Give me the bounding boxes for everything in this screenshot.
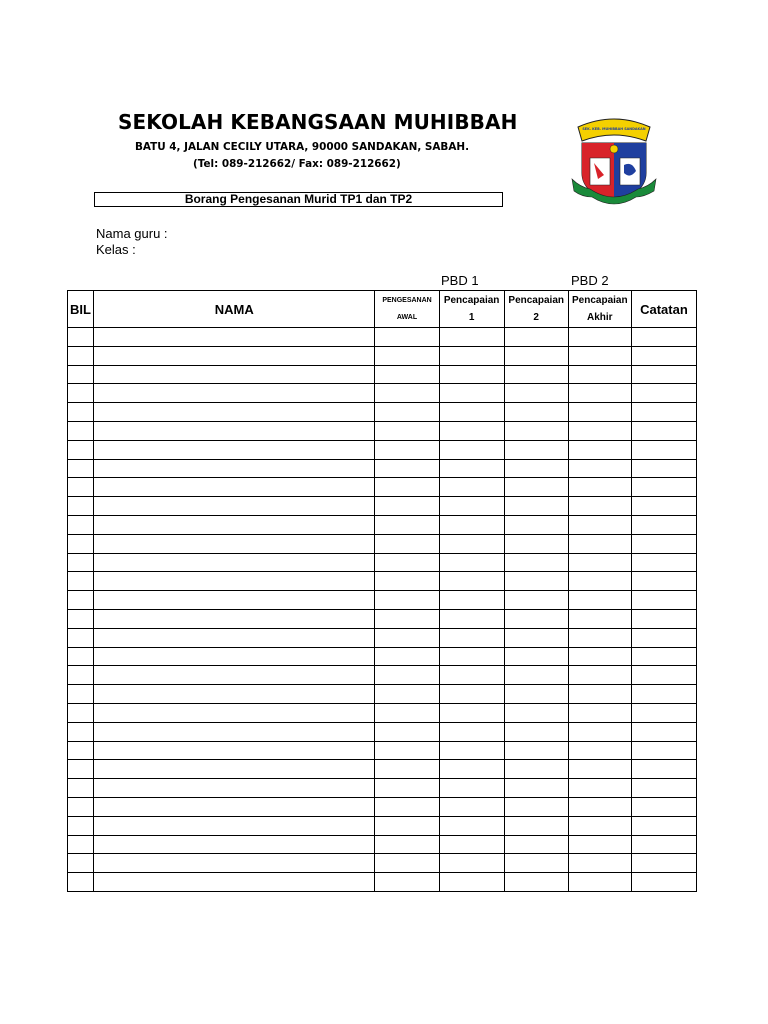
cell-pencapaian-akhir[interactable] [568,478,631,497]
cell-nama[interactable] [94,384,375,403]
cell-pencapaian-akhir[interactable] [568,854,631,873]
cell-nama[interactable] [94,478,375,497]
cell-pengesanan-awal[interactable] [375,609,439,628]
cell-pencapaian-2[interactable] [504,478,568,497]
cell-pencapaian-1[interactable] [439,497,504,516]
table-row [68,478,697,497]
cell-nama[interactable] [94,722,375,741]
cell-bil[interactable] [68,797,94,816]
col-header-bil [68,291,94,328]
cell-bil[interactable] [68,647,94,666]
cell-pencapaian-1[interactable] [439,572,504,591]
cell-pencapaian-1[interactable] [439,365,504,384]
cell-nama[interactable] [94,647,375,666]
pbd2-label: PBD 2 [571,273,609,288]
table-row [68,628,697,647]
cell-pencapaian-2[interactable] [504,440,568,459]
cell-pencapaian-akhir[interactable] [568,421,631,440]
cell-pencapaian-1[interactable] [439,779,504,798]
cell-pengesanan-awal[interactable] [375,797,439,816]
cell-pencapaian-2[interactable] [504,553,568,572]
cell-catatan[interactable] [631,835,696,854]
cell-pencapaian-2[interactable] [504,459,568,478]
cell-catatan[interactable] [631,722,696,741]
cell-pencapaian-1[interactable] [439,534,504,553]
cell-catatan[interactable] [631,421,696,440]
col-header-pengesanan-awal [375,291,439,328]
cell-bil[interactable] [68,515,94,534]
cell-pencapaian-2[interactable] [504,816,568,835]
cell-bil[interactable] [68,478,94,497]
cell-catatan[interactable] [631,515,696,534]
cell-nama[interactable] [94,854,375,873]
cell-nama[interactable] [94,403,375,422]
cell-catatan[interactable] [631,459,696,478]
cell-nama[interactable] [94,553,375,572]
school-contact: (Tel: 089-212662/ Fax: 089-212662) [193,158,401,170]
col-header-p2-line1: Pencapaian [508,295,564,306]
table-row [68,346,697,365]
cell-pencapaian-1[interactable] [439,703,504,722]
crest-banner-text: SEK. KEB. MUHIBBAH SANDAKAN [582,127,646,131]
col-header-pencapaian-1 [439,291,504,328]
cell-catatan[interactable] [631,609,696,628]
cell-pengesanan-awal[interactable] [375,403,439,422]
col-header-p2-line2: 2 [533,312,539,323]
table-row [68,760,697,779]
cell-bil[interactable] [68,666,94,685]
cell-nama[interactable] [94,609,375,628]
cell-pencapaian-akhir[interactable] [568,873,631,892]
cell-bil[interactable] [68,346,94,365]
table-row [68,685,697,704]
cell-catatan[interactable] [631,384,696,403]
cell-pengesanan-awal[interactable] [375,534,439,553]
school-crest-logo [570,113,658,210]
class-label: Kelas : [96,242,136,257]
cell-pengesanan-awal[interactable] [375,384,439,403]
cell-catatan[interactable] [631,628,696,647]
cell-pencapaian-1[interactable] [439,421,504,440]
table-row [68,609,697,628]
cell-pencapaian-1[interactable] [439,591,504,610]
cell-pencapaian-2[interactable] [504,421,568,440]
cell-pencapaian-2[interactable] [504,779,568,798]
table-row [68,647,697,666]
cell-pencapaian-2[interactable] [504,685,568,704]
cell-nama[interactable] [94,421,375,440]
cell-pengesanan-awal[interactable] [375,572,439,591]
cell-bil[interactable] [68,591,94,610]
cell-pencapaian-2[interactable] [504,628,568,647]
cell-pencapaian-akhir[interactable] [568,666,631,685]
table-row [68,328,697,347]
cell-pencapaian-akhir[interactable] [568,779,631,798]
cell-pencapaian-1[interactable] [439,440,504,459]
cell-bil[interactable] [68,328,94,347]
cell-nama[interactable] [94,703,375,722]
cell-pencapaian-2[interactable] [504,722,568,741]
cell-bil[interactable] [68,703,94,722]
cell-pencapaian-akhir[interactable] [568,384,631,403]
cell-pengesanan-awal[interactable] [375,591,439,610]
cell-pengesanan-awal[interactable] [375,497,439,516]
cell-catatan[interactable] [631,873,696,892]
table-body [68,328,697,892]
cell-pencapaian-2[interactable] [504,328,568,347]
cell-nama[interactable] [94,760,375,779]
cell-pencapaian-1[interactable] [439,553,504,572]
cell-catatan[interactable] [631,666,696,685]
table-header-row [68,291,697,328]
cell-pencapaian-akhir[interactable] [568,403,631,422]
cell-bil[interactable] [68,534,94,553]
cell-nama[interactable] [94,779,375,798]
cell-pencapaian-2[interactable] [504,497,568,516]
cell-catatan[interactable] [631,497,696,516]
form-title: Borang Pengesanan Murid TP1 dan TP2 [94,192,503,207]
cell-pencapaian-2[interactable] [504,797,568,816]
cell-pencapaian-2[interactable] [504,703,568,722]
cell-pencapaian-1[interactable] [439,628,504,647]
cell-nama[interactable] [94,365,375,384]
cell-nama[interactable] [94,873,375,892]
col-header-akhir-line1: Pencapaian [572,295,628,306]
col-header-pencapaian-akhir [568,291,631,328]
cell-pencapaian-2[interactable] [504,346,568,365]
cell-pencapaian-akhir[interactable] [568,797,631,816]
cell-catatan[interactable] [631,365,696,384]
cell-bil[interactable] [68,741,94,760]
cell-pencapaian-1[interactable] [439,741,504,760]
cell-nama[interactable] [94,835,375,854]
cell-pengesanan-awal[interactable] [375,421,439,440]
cell-catatan[interactable] [631,685,696,704]
cell-pencapaian-1[interactable] [439,647,504,666]
cell-catatan[interactable] [631,647,696,666]
cell-pencapaian-1[interactable] [439,835,504,854]
table-row [68,534,697,553]
col-header-pencapaian-2 [504,291,568,328]
table-row [68,591,697,610]
cell-catatan[interactable] [631,478,696,497]
col-header-p1-line1: Pencapaian [443,295,500,306]
cell-pencapaian-1[interactable] [439,328,504,347]
cell-bil[interactable] [68,835,94,854]
cell-catatan[interactable] [631,797,696,816]
school-address: BATU 4, JALAN CECILY UTARA, 90000 SANDAKAN, SABAH. [135,141,470,153]
cell-pencapaian-2[interactable] [504,647,568,666]
cell-bil[interactable] [68,365,94,384]
cell-pencapaian-1[interactable] [439,816,504,835]
cell-bil[interactable] [68,816,94,835]
cell-pencapaian-akhir[interactable] [568,628,631,647]
cell-bil[interactable] [68,854,94,873]
col-header-catatan [631,291,696,328]
cell-pencapaian-2[interactable] [504,572,568,591]
cell-nama[interactable] [94,816,375,835]
cell-pencapaian-akhir[interactable] [568,572,631,591]
cell-bil[interactable] [68,403,94,422]
cell-pencapaian-akhir[interactable] [568,497,631,516]
table-row [68,384,697,403]
cell-bil[interactable] [68,873,94,892]
table-row [68,722,697,741]
cell-catatan[interactable] [631,553,696,572]
cell-pencapaian-akhir[interactable] [568,440,631,459]
table-row [68,365,697,384]
cell-pencapaian-akhir[interactable] [568,703,631,722]
student-register-table [67,290,697,892]
cell-catatan[interactable] [631,440,696,459]
cell-pencapaian-2[interactable] [504,873,568,892]
cell-catatan[interactable] [631,591,696,610]
cell-nama[interactable] [94,741,375,760]
cell-pencapaian-akhir[interactable] [568,722,631,741]
cell-catatan[interactable] [631,760,696,779]
cell-pencapaian-2[interactable] [504,384,568,403]
cell-bil[interactable] [68,760,94,779]
cell-pencapaian-2[interactable] [504,854,568,873]
cell-nama[interactable] [94,797,375,816]
table-row [68,816,697,835]
cell-pencapaian-2[interactable] [504,741,568,760]
table-row [68,459,697,478]
cell-nama[interactable] [94,328,375,347]
teacher-name-label: Nama guru : [96,226,168,241]
cell-pencapaian-2[interactable] [504,609,568,628]
cell-pengesanan-awal[interactable] [375,835,439,854]
cell-pengesanan-awal[interactable] [375,873,439,892]
school-name: SEKOLAH KEBANGSAAN MUHIBBAH [118,110,518,134]
cell-bil[interactable] [68,628,94,647]
cell-bil[interactable] [68,685,94,704]
cell-bil[interactable] [68,440,94,459]
cell-catatan[interactable] [631,346,696,365]
cell-pengesanan-awal[interactable] [375,328,439,347]
cell-catatan[interactable] [631,703,696,722]
col-header-akhir-line2: Akhir [587,312,613,323]
cell-pencapaian-akhir[interactable] [568,816,631,835]
table-row [68,666,697,685]
cell-pencapaian-1[interactable] [439,873,504,892]
cell-bil[interactable] [68,779,94,798]
cell-pencapaian-1[interactable] [439,478,504,497]
cell-pencapaian-1[interactable] [439,609,504,628]
cell-pencapaian-2[interactable] [504,365,568,384]
table-row [68,440,697,459]
cell-nama[interactable] [94,572,375,591]
cell-pencapaian-2[interactable] [504,534,568,553]
cell-nama[interactable] [94,497,375,516]
cell-bil[interactable] [68,553,94,572]
cell-pencapaian-1[interactable] [439,722,504,741]
cell-pengesanan-awal[interactable] [375,515,439,534]
cell-pencapaian-akhir[interactable] [568,741,631,760]
col-header-nama-text: NAMA [214,301,254,317]
cell-pencapaian-akhir[interactable] [568,553,631,572]
cell-catatan[interactable] [631,534,696,553]
cell-pencapaian-1[interactable] [439,346,504,365]
cell-pengesanan-awal[interactable] [375,628,439,647]
col-header-nama [94,291,375,328]
table-row [68,779,697,798]
cell-pengesanan-awal[interactable] [375,722,439,741]
cell-pengesanan-awal[interactable] [375,365,439,384]
cell-catatan[interactable] [631,816,696,835]
pbd1-label: PBD 1 [441,273,479,288]
cell-pengesanan-awal[interactable] [375,685,439,704]
cell-pencapaian-akhir[interactable] [568,515,631,534]
table-row [68,515,697,534]
cell-pengesanan-awal[interactable] [375,553,439,572]
table-row [68,421,697,440]
cell-pengesanan-awal[interactable] [375,440,439,459]
cell-pencapaian-1[interactable] [439,854,504,873]
cell-pencapaian-1[interactable] [439,760,504,779]
cell-bil[interactable] [68,722,94,741]
cell-nama[interactable] [94,515,375,534]
cell-pencapaian-akhir[interactable] [568,609,631,628]
cell-nama[interactable] [94,666,375,685]
cell-pencapaian-1[interactable] [439,515,504,534]
cell-nama[interactable] [94,534,375,553]
cell-pencapaian-akhir[interactable] [568,835,631,854]
cell-pencapaian-akhir[interactable] [568,685,631,704]
cell-bil[interactable] [68,497,94,516]
col-header-catatan-text: Catatan [640,301,688,317]
cell-pencapaian-1[interactable] [439,384,504,403]
table-row [68,553,697,572]
cell-pencapaian-2[interactable] [504,591,568,610]
cell-pencapaian-akhir[interactable] [568,534,631,553]
cell-nama[interactable] [94,685,375,704]
cell-pencapaian-akhir[interactable] [568,346,631,365]
table-row [68,497,697,516]
cell-pencapaian-2[interactable] [504,666,568,685]
cell-pencapaian-1[interactable] [439,666,504,685]
cell-pencapaian-1[interactable] [439,797,504,816]
cell-pengesanan-awal[interactable] [375,741,439,760]
cell-nama[interactable] [94,440,375,459]
col-header-bil-text: BIL [70,301,91,317]
cell-bil[interactable] [68,459,94,478]
cell-pencapaian-2[interactable] [504,760,568,779]
cell-bil[interactable] [68,384,94,403]
cell-bil[interactable] [68,421,94,440]
cell-pengesanan-awal[interactable] [375,760,439,779]
cell-pencapaian-2[interactable] [504,403,568,422]
cell-pengesanan-awal[interactable] [375,459,439,478]
cell-pengesanan-awal[interactable] [375,666,439,685]
cell-pencapaian-akhir[interactable] [568,459,631,478]
cell-bil[interactable] [68,572,94,591]
cell-pencapaian-2[interactable] [504,835,568,854]
cell-pengesanan-awal[interactable] [375,346,439,365]
cell-nama[interactable] [94,459,375,478]
cell-pengesanan-awal[interactable] [375,779,439,798]
table-row [68,835,697,854]
cell-bil[interactable] [68,609,94,628]
cell-pengesanan-awal[interactable] [375,703,439,722]
cell-catatan[interactable] [631,328,696,347]
table-row [68,797,697,816]
cell-pencapaian-1[interactable] [439,685,504,704]
cell-pencapaian-akhir[interactable] [568,647,631,666]
cell-catatan[interactable] [631,741,696,760]
cell-catatan[interactable] [631,854,696,873]
cell-pencapaian-1[interactable] [439,403,504,422]
table-row [68,572,697,591]
cell-catatan[interactable] [631,572,696,591]
cell-nama[interactable] [94,628,375,647]
col-header-p1-line2: 1 [468,312,475,323]
cell-pencapaian-akhir[interactable] [568,591,631,610]
col-header-pengesanan-line1: PENGESANAN [382,297,432,304]
cell-nama[interactable] [94,346,375,365]
cell-nama[interactable] [94,591,375,610]
table-row [68,403,697,422]
cell-pengesanan-awal[interactable] [375,854,439,873]
cell-pencapaian-2[interactable] [504,515,568,534]
table-row [68,703,697,722]
col-header-pengesanan-line2: AWAL [396,314,418,321]
table-row [68,854,697,873]
cell-pencapaian-akhir[interactable] [568,328,631,347]
cell-pencapaian-akhir[interactable] [568,365,631,384]
cell-pengesanan-awal[interactable] [375,647,439,666]
cell-pengesanan-awal[interactable] [375,478,439,497]
cell-catatan[interactable] [631,779,696,798]
cell-pencapaian-1[interactable] [439,459,504,478]
cell-catatan[interactable] [631,403,696,422]
table-row [68,873,697,892]
cell-pencapaian-akhir[interactable] [568,760,631,779]
cell-pengesanan-awal[interactable] [375,816,439,835]
table-row [68,741,697,760]
